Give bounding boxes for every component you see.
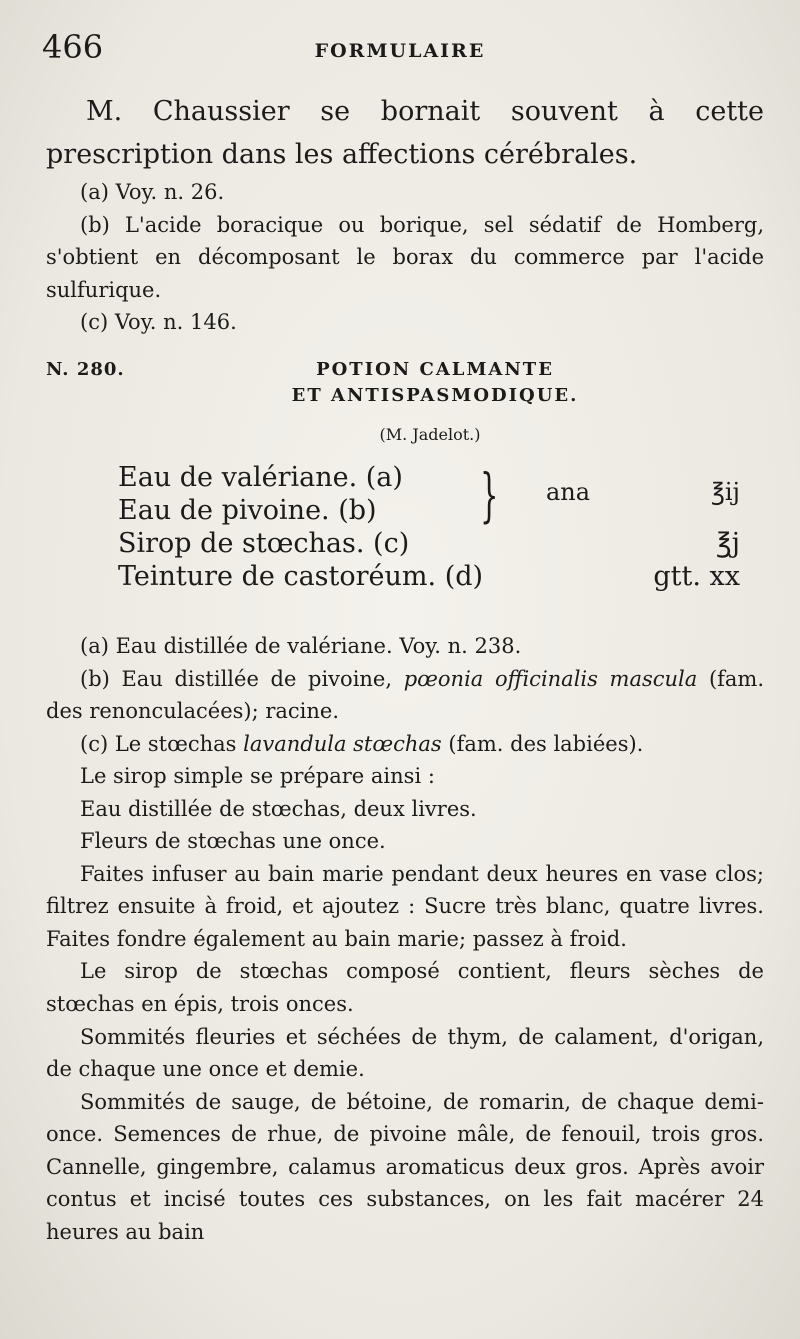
ingredient-dose: gtt. xx [653,561,740,592]
ingredient-row [118,462,740,495]
footnote-text: (fam. des renonculacées); racine. [46,666,765,724]
ingredient-name: Eau de valériane. (a) [118,462,403,493]
formula-ingredients [118,462,740,594]
paragraph: Fleurs de stœchas une once. [80,829,386,854]
ingredient-dose: ℥j [716,528,740,559]
formula-author: (M. Jadelot.) [379,425,481,444]
formula-heading [46,355,764,419]
latin-name: pœonia officinalis mascula [403,666,698,691]
page-number: 466 [42,28,104,66]
ingredient-name: Eau de pivoine. (b) [118,495,377,526]
ingredient-name: Teinture de castoréum. (d) [118,561,484,592]
formula-number: N. 280. [46,359,125,380]
footnotes-top [46,176,764,339]
footnote-b: (b) L'acide boracique ou borique, sel sédatif de Homberg, s'obtient en décomposant le borax du commerce par l'acide sulfurique. [46,212,764,302]
paragraph: Faites infuser au bain marie pendant deux heures en vase clos; filtrez ensuite à froid, et ajoutez : Sucre très blanc, quatre livres. Faites fondre également au bain marie; passez à froid. [46,861,764,951]
footnote-text: (c) Le stœchas [80,731,244,756]
footnote-a: (a) Voy. n. 26. [80,180,225,204]
page-header [42,28,758,68]
paragraph: Le sirop de stœchas composé contient, fleurs sèches de stœchas en épis, trois onces. [46,959,764,1017]
brace-icon: } [480,461,499,529]
ana-group [118,462,740,528]
ana-label: ana [546,478,591,506]
paragraph: Le sirop simple se prépare ainsi : [80,764,435,789]
paragraph: Eau distillée de stœchas, deux livres. [80,796,477,821]
paragraph: Sommités de sauge, de bétoine, de romarin, de chaque demi-once. Semences de rhue, de pivoine mâle, de fenouil, trois gros. Cannelle, gingembre, calamus aromaticus deux gros. Après avoir contus et incisé toutes ces substances, on les fait macérer 24 heures au bain [46,1089,764,1244]
footnote-text: (fam. des labiées). [441,731,644,756]
ingredient-row [118,495,740,528]
footnote-text: (b) Eau distillée de pivoine, [80,666,404,691]
footnote-c: (c) Voy. n. 146. [80,310,237,335]
latin-name: lavandula stœchas [243,731,442,756]
paragraph: Sommités fleuries et séchées de thym, de calament, d'origan, de chaque une once et demie. [46,1024,764,1082]
footnote-b [46,663,764,728]
ingredient-row [118,528,740,561]
lead-paragraph: M. Chaussier se bornait souvent à cette prescription dans les affections cérébrales. [46,96,764,171]
ana-dose: ℥ij [711,478,740,506]
footnotes-bottom [46,630,764,1248]
formula-title-line1: POTION CALMANTE [316,359,554,380]
ingredient-row [118,561,740,594]
formula-title-line2: ET ANTISPASMODIQUE. [291,385,579,406]
footnote-c [46,728,764,761]
ingredient-name: Sirop de stœchas. (c) [118,528,410,559]
running-title: FORMULAIRE [314,40,486,62]
footnote-a: (a) Eau distillée de valériane. Voy. n. 238. [80,634,522,658]
